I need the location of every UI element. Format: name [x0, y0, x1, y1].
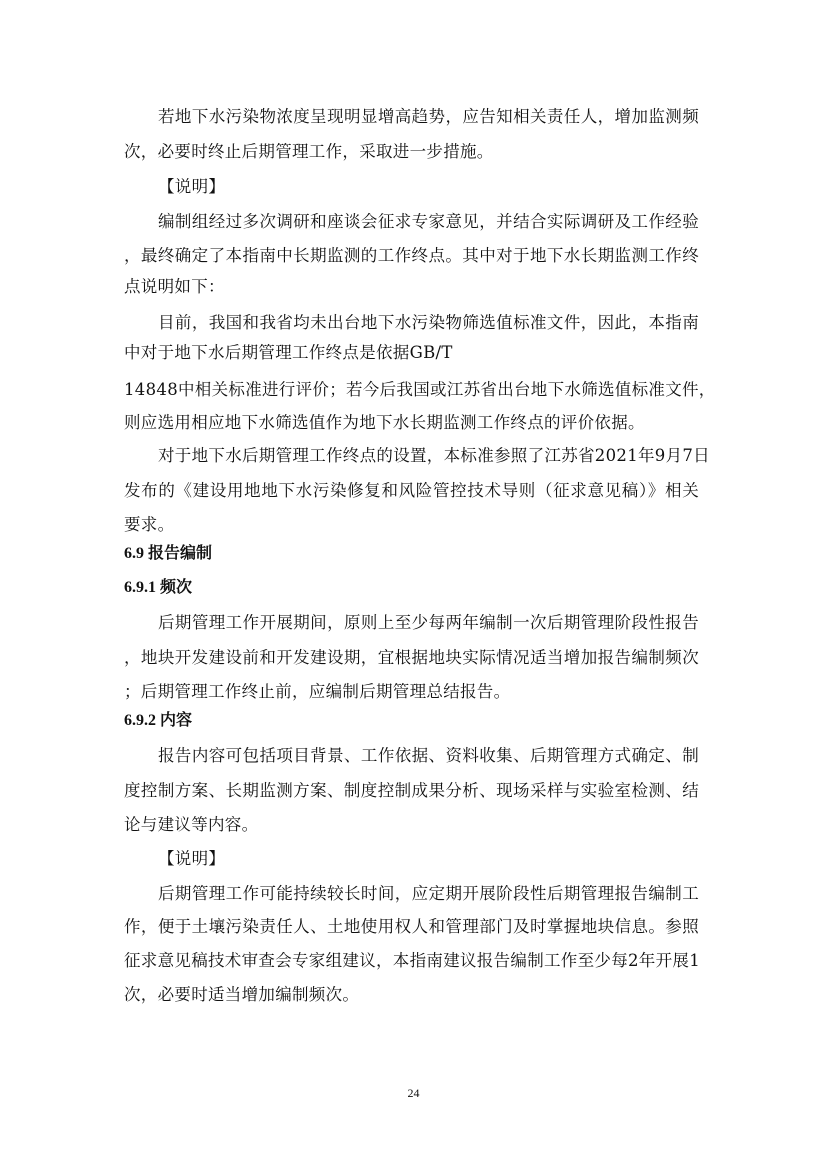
paragraph-line: 目前，我国和我省均未出台地下水污染物筛选值标准文件，因此，本指南 [158, 313, 699, 332]
paragraph-line: 点说明如下： [124, 277, 225, 296]
subsection-title: 内容 [160, 710, 193, 729]
subsection-heading [124, 577, 192, 598]
page-number: 24 [407, 1086, 420, 1100]
paragraph-line: 则应选用相应地下水筛选值作为地下水长期监测工作终点的评价依据。 [124, 413, 645, 432]
paragraph-line: 14848中相关标准进行评价；若今后我国或江苏省出台地下水筛选值标准文件， [124, 380, 716, 399]
paragraph-line: ，地块开发建设前和开发建设期，宜根据地块实际情况适当增加报告编制频次 [124, 648, 699, 667]
paragraph-line: 作，便于土壤污染责任人、土地使用权人和管理部门及时掌握地块信息。参照 [124, 917, 699, 936]
paragraph-line: 次，必要时适当增加编制频次。 [124, 985, 360, 1004]
paragraph-line: ；后期管理工作终止前，应编制后期管理总结报告。 [124, 682, 511, 701]
subsection-number: 6.9.2 [124, 712, 156, 729]
note-label: 【说明】 [158, 849, 226, 868]
subsection-title: 频次 [160, 577, 193, 596]
paragraph-line: 若地下水污染物浓度呈现明显增高趋势，应告知相关责任人，增加监测频 [158, 107, 699, 126]
paragraph-line: 度控制方案、长期监测方案、制度控制成果分析、现场采样与实验室检测、结 [124, 781, 699, 800]
paragraph-line: 征求意见稿技术审查会专家组建议，本指南建议报告编制工作至少每2年开展1 [124, 951, 700, 970]
paragraph-line: 要求。 [124, 515, 175, 534]
paragraph-line: ，最终确定了本指南中长期监测的工作终点。其中对于地下水长期监测工作终 [124, 246, 699, 265]
paragraph-line: 中对于地下水后期管理工作终点是依据GB/T [124, 343, 453, 362]
paragraph-line: 次，必要时终止后期管理工作，采取进一步措施。 [124, 142, 494, 161]
section-number: 6.9 [124, 545, 144, 562]
note-label: 【说明】 [158, 177, 226, 196]
paragraph-line: 后期管理工作可能持续较长时间，应定期开展阶段性后期管理报告编制工 [158, 884, 699, 903]
subsection-heading [124, 710, 192, 731]
subsection-number: 6.9.1 [124, 579, 156, 596]
paragraph-line: 论与建议等内容。 [124, 815, 259, 834]
section-heading [124, 543, 212, 564]
paragraph-line: 发布的《建设用地地下水污染修复和风险管控技术导则（征求意见稿）》相关 [124, 481, 699, 500]
paragraph-line: 编制组经过多次调研和座谈会征求专家意见，并结合实际调研及工作经验 [158, 212, 699, 231]
section-title: 报告编制 [148, 543, 213, 562]
paragraph-line: 后期管理工作开展期间，原则上至少每两年编制一次后期管理阶段性报告 [158, 613, 699, 632]
paragraph-line: 对于地下水后期管理工作终点的设置，本标准参照了江苏省2021年9月7日 [158, 446, 710, 465]
paragraph-line: 报告内容可包括项目背景、工作依据、资料收集、后期管理方式确定、制 [158, 746, 699, 765]
